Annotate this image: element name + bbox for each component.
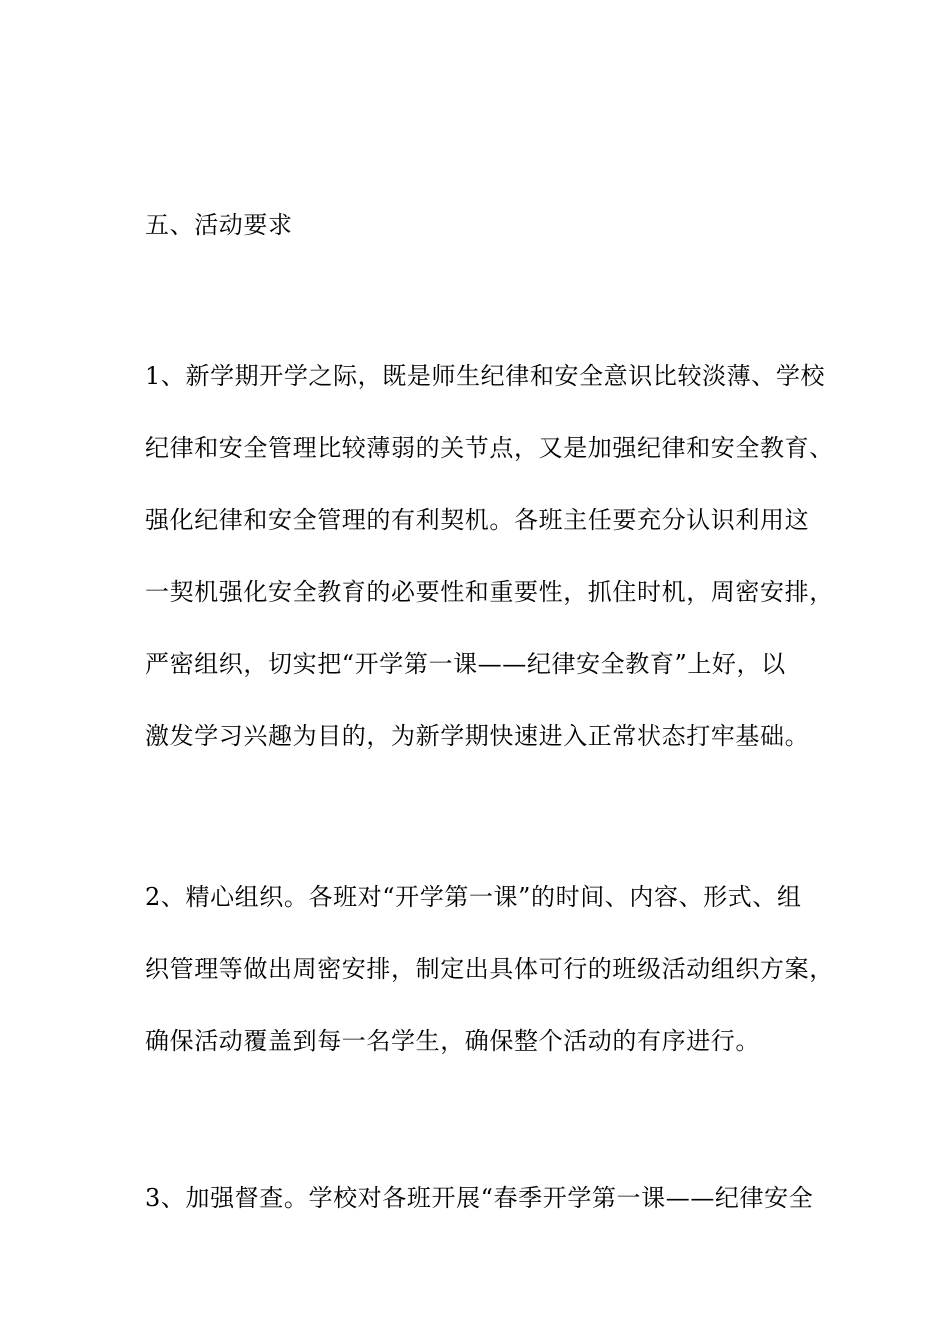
paragraph-line: 强化纪律和安全管理的有利契机。各班主任要充分认识利用这 [145, 506, 810, 534]
paragraph-line: 织管理等做出周密安排，制定出具体可行的班级活动组织方案， [145, 955, 834, 983]
paragraph-line: 3、加强督查。学校对各班开展“春季开学第一课——纪律安全 [145, 1184, 814, 1212]
paragraph-line: 2、精心组织。各班对“开学第一课”的时间、内容、形式、组 [145, 883, 802, 911]
paragraph-line: 确保活动覆盖到每一名学生，确保整个活动的有序进行。 [145, 1027, 760, 1055]
paragraph-line: 纪律和安全管理比较薄弱的关节点，又是加强纪律和安全教育、 [145, 434, 834, 462]
section-heading: 五、活动要求 [145, 211, 293, 239]
paragraph-line: 一契机强化安全教育的必要性和重要性，抓住时机，周密安排， [145, 578, 834, 606]
paragraph-line: 严密组织，切实把“开学第一课——纪律安全教育”上好，以 [145, 650, 786, 678]
paragraph-line: 1、新学期开学之际，既是师生纪律和安全意识比较淡薄、学校 [145, 362, 826, 390]
paragraph-line: 激发学习兴趣为目的，为新学期快速进入正常状态打牢基础。 [145, 722, 810, 750]
